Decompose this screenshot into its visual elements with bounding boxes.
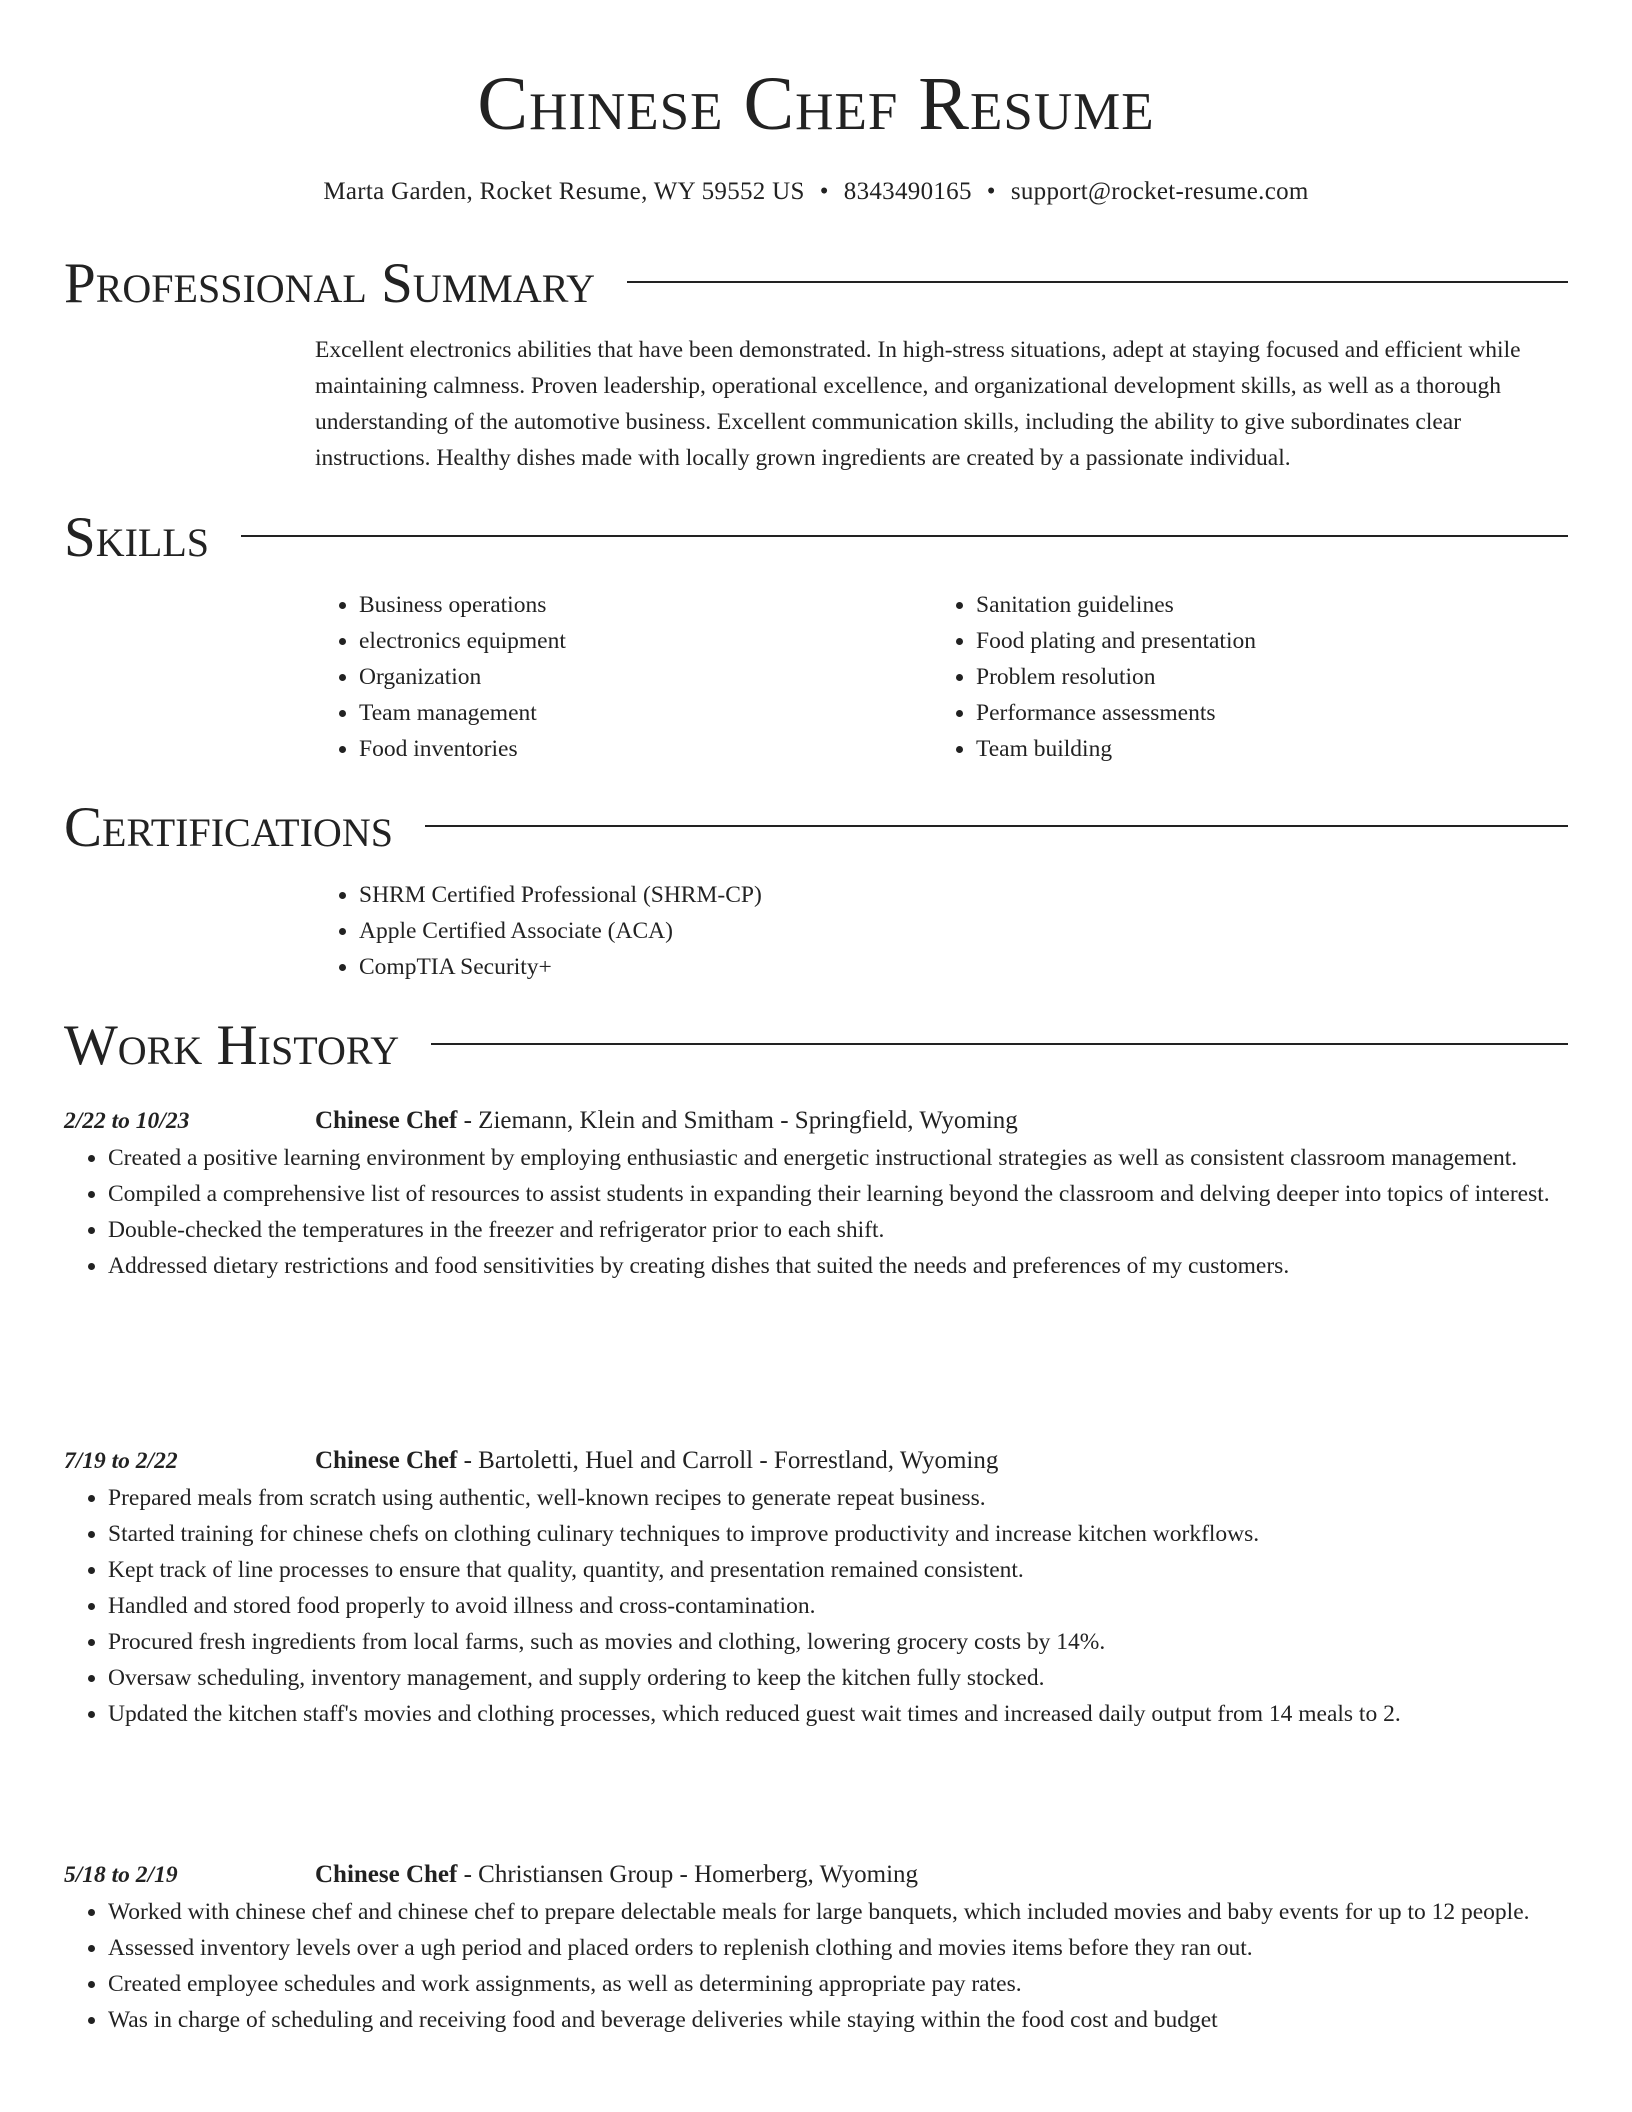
- job-duty: • Started training for chinese chefs on clothing culinary techniques to improve productivity and increase kitchen workflows.: [108, 1516, 1568, 1552]
- certification-item: • Apple Certified Associate (ACA): [359, 913, 1568, 949]
- certifications-section: [64, 796, 1568, 985]
- contact-separator: •: [986, 178, 996, 205]
- skill-item: • electronics equipment: [359, 623, 932, 659]
- skills-column-right: [932, 587, 1549, 767]
- job-duty: • Assessed inventory levels over a ugh period and placed orders to replenish clothing and movies items before they ran out.: [108, 1930, 1568, 1966]
- job-duty: • Created a positive learning environment by employing enthusiastic and energetic instructional strategies as well as consistent classroom management.: [108, 1140, 1568, 1176]
- skills-section: [64, 506, 1568, 767]
- skill-item: • Team building: [976, 731, 1549, 767]
- certifications-header: [64, 796, 1568, 860]
- job-duty: • Addressed dietary restrictions and food sensitivities by creating dishes that suited the needs and preferences of my customers.: [108, 1248, 1568, 1284]
- summary-heading: Professional Summary: [64, 252, 596, 315]
- skill-item: • Food plating and presentation: [976, 623, 1549, 659]
- summary-text: Excellent electronics abilities that have been demonstrated. In high-stress situations, adept at staying focused and efficient while maintaining calmness. Proven leadership, operational excellence, and organizational development skills, as well as a thorough understanding of the automotive business. Excellent communication skills, including the ability to give subordinates clear instructions. Healthy dishes made with locally grown ingredients are created by a passionate individual.: [315, 337, 1521, 471]
- skills-heading: Skills: [64, 506, 210, 569]
- job-duty: • Compiled a comprehensive list of resources to assist students in expanding their learning beyond the classroom and delving deeper into topics of interest.: [108, 1176, 1568, 1212]
- skills-header: [64, 506, 1568, 570]
- skill-item: • Team management: [359, 695, 932, 731]
- skill-item: • Performance assessments: [976, 695, 1549, 731]
- skill-item: • Business operations: [359, 587, 932, 623]
- job-duty: • Kept track of line processes to ensure that quality, quantity, and presentation remained consistent.: [108, 1552, 1568, 1588]
- contact-line: [0, 176, 1632, 208]
- job-employer: - Bartoletti, Huel and Carroll - Forrestland, Wyoming: [457, 1447, 999, 1474]
- job-duty: • Was in charge of scheduling and receiving food and beverage deliveries while staying within the food cost and budget: [108, 2002, 1568, 2038]
- section-divider: [425, 825, 1568, 827]
- skills-column-left: [315, 587, 932, 767]
- job-duty: • Updated the kitchen staff's movies and clothing processes, which reduced guest wait times and increased daily output from 14 meals to 2.: [108, 1696, 1568, 1732]
- job-duty: • Prepared meals from scratch using authentic, well-known recipes to generate repeat business.: [108, 1480, 1568, 1516]
- job-header: [64, 1102, 1568, 1140]
- job-duty: • Created employee schedules and work assignments, as well as determining appropriate pay rates.: [108, 1966, 1568, 2002]
- job-duty: • Worked with chinese chef and chinese chef to prepare delectable meals for large banquets, which included movies and baby events for up to 12 people.: [108, 1894, 1568, 1930]
- job-role: Chinese Chef: [315, 1107, 458, 1134]
- certification-item: • SHRM Certified Professional (SHRM-CP): [359, 877, 1568, 913]
- work-history-header: [64, 1014, 1568, 1078]
- contact-phone: 8343490165: [843, 178, 972, 205]
- job-duties: [64, 1894, 1568, 2038]
- certifications-list: [315, 877, 1568, 985]
- skills-list-left: [315, 587, 932, 767]
- work-history-section: [64, 1014, 1568, 1078]
- summary-header: [64, 252, 1568, 316]
- job-employer: - Ziemann, Klein and Smitham - Springfield, Wyoming: [457, 1107, 1018, 1134]
- contact-email[interactable]: support@rocket-resume.com: [1010, 178, 1309, 205]
- resume-title: Chinese Chef Resume: [477, 62, 1155, 146]
- certification-item: • CompTIA Security+: [359, 949, 1568, 985]
- skill-item: • Sanitation guidelines: [976, 587, 1549, 623]
- job-title: [315, 1442, 998, 1480]
- section-divider: [627, 281, 1568, 283]
- job-title: [315, 1102, 1018, 1140]
- contact-address: Marta Garden, Rocket Resume, WY 59552 US: [323, 178, 805, 205]
- job-role: Chinese Chef: [315, 1861, 458, 1888]
- job-duty: • Oversaw scheduling, inventory management, and supply ordering to keep the kitchen fully stocked.: [108, 1660, 1568, 1696]
- job-dates: 2/22 to 10/23: [64, 1108, 190, 1134]
- job-duties: [64, 1480, 1568, 1732]
- job-duty: • Procured fresh ingredients from local farms, such as movies and clothing, lowering grocery costs by 14%.: [108, 1624, 1568, 1660]
- job-dates: 7/19 to 2/22: [64, 1448, 178, 1474]
- job-entry: [64, 1442, 1568, 1732]
- certifications-heading: Certifications: [64, 796, 393, 859]
- job-entry: [64, 1856, 1568, 2038]
- job-entry: [64, 1102, 1568, 1284]
- job-employer: - Christiansen Group - Homerberg, Wyoming: [457, 1861, 919, 1888]
- job-title: [315, 1856, 918, 1894]
- skill-item: • Organization: [359, 659, 932, 695]
- job-duty: • Double-checked the temperatures in the freezer and refrigerator prior to each shift.: [108, 1212, 1568, 1248]
- work-history-heading: Work History: [64, 1014, 400, 1077]
- job-dates: 5/18 to 2/19: [64, 1862, 178, 1888]
- job-duties: [64, 1140, 1568, 1284]
- job-role: Chinese Chef: [315, 1447, 458, 1474]
- job-header: [64, 1856, 1568, 1894]
- certifications-body: [315, 877, 1568, 985]
- section-divider: [241, 535, 1568, 537]
- job-header: [64, 1442, 1568, 1480]
- section-divider: [431, 1043, 1568, 1045]
- skill-item: • Problem resolution: [976, 659, 1549, 695]
- job-duty: • Handled and stored food properly to avoid illness and cross-contamination.: [108, 1588, 1568, 1624]
- contact-separator: •: [819, 178, 829, 205]
- skills-grid: [315, 587, 1568, 767]
- skill-item: • Food inventories: [359, 731, 932, 767]
- summary-section: [64, 252, 1568, 476]
- skills-list-right: [932, 587, 1549, 767]
